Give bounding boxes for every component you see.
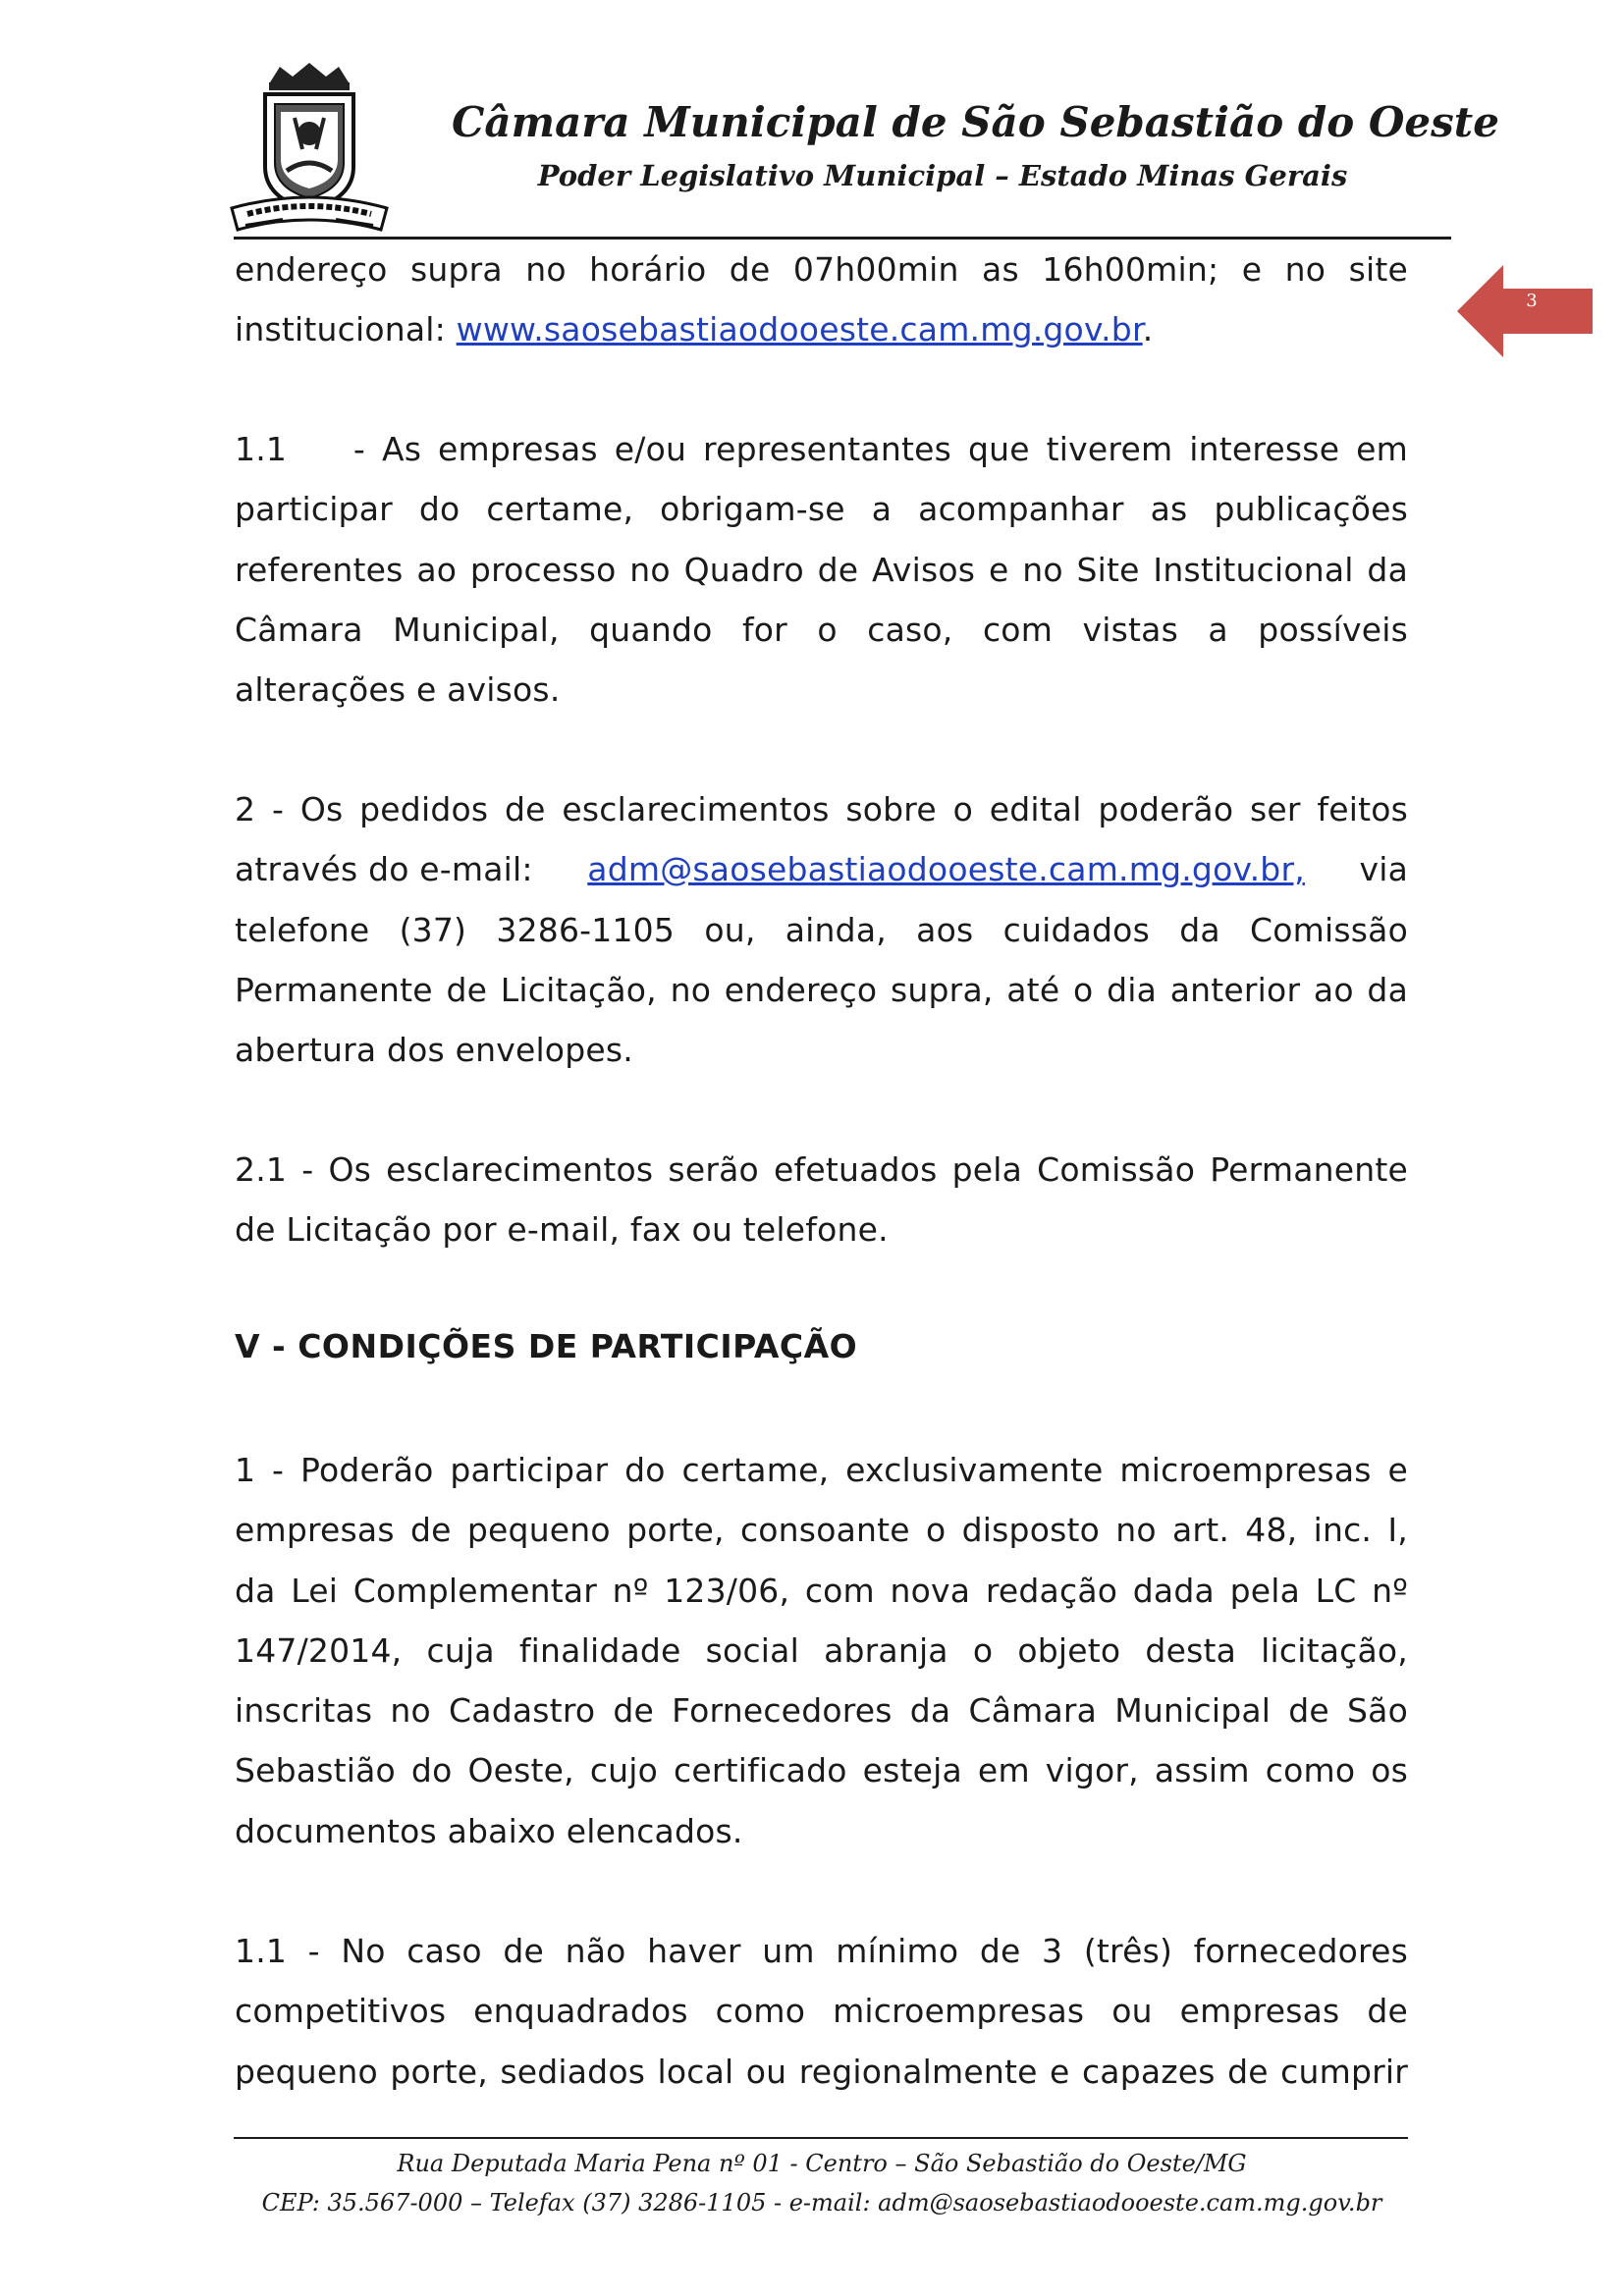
page-number-flag-icon (1457, 265, 1595, 357)
text-line: inscritas no Cadastro de Fornecedores da Câmara Municipal de São (235, 1691, 1408, 1731)
text-line: Permanente de Licitação, no endereço supra, até o dia anterior ao da (235, 970, 1408, 1009)
text-line: telefone (37) 3286-1105 ou, ainda, aos cuidados da Comissão (235, 910, 1408, 949)
text-line: 1.1 - As empresas e/ou representantes que tiverem interesse em (235, 430, 1408, 468)
municipal-crest-icon (226, 61, 393, 240)
paragraph-1-1-minimum-suppliers (235, 1921, 1408, 2102)
footer-divider (234, 2137, 1408, 2139)
institution-subtitle: Poder Legislativo Municipal – Estado Minas Gerais (537, 159, 1348, 192)
email-link[interactable]: adm@saosebastiaodooeste.cam.mg.gov.br, (587, 850, 1305, 889)
text-line: documentos abaixo elencados. (235, 1811, 743, 1850)
text-line: endereço supra no horário de 07h00min as 16h00min; e no site (235, 250, 1408, 289)
text-line: institucional: www.saosebastiaodooeste.cam.mg.gov.br. (235, 310, 1154, 349)
text-line: Câmara Municipal, quando for o caso, com vistas a possíveis (235, 610, 1408, 649)
text-line: 1.1 - No caso de não haver um mínimo de 3 (três) fornecedores (235, 1932, 1408, 1970)
paragraph-1-1-publications (235, 419, 1408, 720)
text-line: alterações e avisos. (235, 670, 561, 710)
text-line: referentes ao processo no Quadro de Avisos e no Site Institucional da (235, 550, 1408, 589)
text-line: pequeno porte, sediados local ou regionalmente e capazes de cumprir (235, 2052, 1408, 2091)
text-line: competitivos enquadrados como microempresas ou empresas de (235, 1992, 1408, 2031)
footer-contact: CEP: 35.567-000 – Telefax (37) 3286-1105 - e-mail: adm@saosebastiaodooeste.cam.mg.gov.br (261, 2189, 1382, 2216)
text-line: da Lei Complementar nº 123/06, com nova redação dada pela LC nº (235, 1571, 1408, 1610)
text-line: empresas de pequeno porte, consoante o disposto no art. 48, inc. I, (235, 1511, 1408, 1550)
text-line: de Licitação por e-mail, fax ou telefone. (235, 1210, 889, 1250)
text-line: 2.1 - Os esclarecimentos serão efetuados pela Comissão Permanente (235, 1150, 1408, 1189)
text-line: através do e-mail: adm@saosebastiaodooeste.cam.mg.gov.br, via (235, 839, 1408, 899)
paragraph-1-participation (235, 1440, 1408, 1861)
institutional-site-link[interactable]: www.saosebastiaodooeste.cam.mg.gov.br (456, 310, 1143, 349)
paragraph-2-1-clarifications-channel (235, 1140, 1408, 1260)
paragraph-2-clarifications (235, 779, 1408, 1080)
text-line: abertura dos envelopes. (235, 1031, 633, 1070)
footer-address: Rua Deputada Maria Pena nº 01 - Centro – São Sebastião do Oeste/MG (397, 2150, 1247, 2177)
text-line: 2 - Os pedidos de esclarecimentos sobre o edital poderão ser feitos (235, 790, 1408, 828)
text-line: 147/2014, cuja finalidade social abranja o objeto desta licitação, (235, 1630, 1408, 1670)
section-heading: V - CONDIÇÕES DE PARTICIPAÇÃO (235, 1327, 858, 1365)
text-line: Sebastião do Oeste, cujo certificado esteja em vigor, assim como os (235, 1751, 1408, 1790)
institution-title: Câmara Municipal de São Sebastião do Oeste (452, 98, 1499, 146)
text-line: participar do certame, obrigam-se a acompanhar as publicações (235, 490, 1408, 529)
page-number: 3 (1526, 291, 1538, 311)
paragraph-address-continuation (235, 240, 1408, 360)
text-line: 1 - Poderão participar do certame, exclusivamente microempresas e (235, 1451, 1408, 1489)
